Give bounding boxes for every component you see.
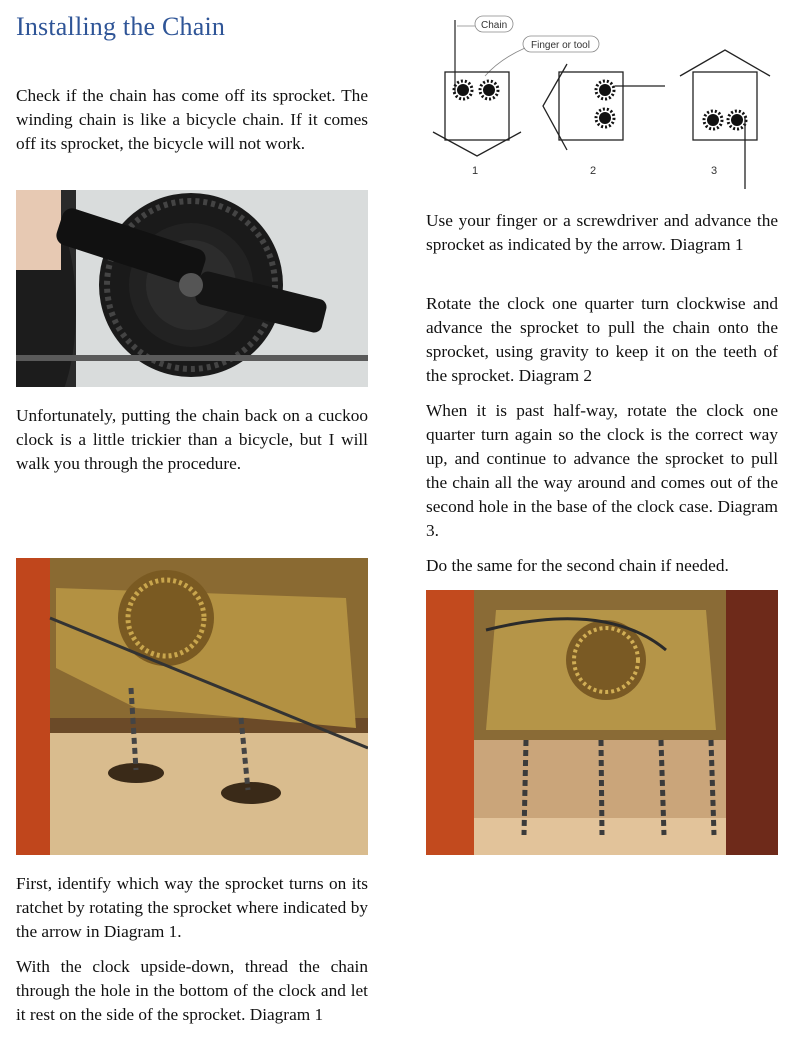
chain-callout-label: Chain	[481, 20, 508, 31]
diagram-1-label: 1	[472, 165, 479, 177]
intro-paragraph: Check if the chain has come off its sprocket. The winding chain is like a bicycle chain. If it comes off its sprocket, the bicycle will not work.	[16, 86, 368, 153]
sprocket-diagram	[425, 14, 780, 192]
sprocket-icon	[480, 81, 498, 99]
rotate-quarter-paragraph: Rotate the clock one quarter turn clockwise and advance the sprocket to pull the chain onto the sprocket, using gravity to keep it on the teeth of the sprocket. Diagram 2	[426, 294, 778, 385]
advance-sprocket-paragraph: Use your finger or a screwdriver and advance the sprocket as indicated by the arrow. Diagram 1	[426, 211, 778, 254]
past-halfway-paragraph: When it is past half-way, rotate the clock one quarter turn again so the clock is the correct way up, and continue to advance the sprocket to pull the chain all the way around and comes out of the second hole in the base of the clock case. Diagram 3.	[426, 401, 778, 540]
finger-callout-label: Finger or tool	[531, 40, 590, 51]
sprocket-icon	[454, 81, 472, 99]
diagram-2-label: 2	[590, 165, 597, 177]
sprocket-icon	[596, 109, 614, 127]
sprocket-icon	[704, 111, 722, 129]
diagram-2	[543, 64, 665, 177]
diagram-3-label: 3	[711, 165, 718, 177]
bicycle-crank-photo	[16, 190, 368, 387]
second-chain-paragraph: Do the same for the second chain if needed.	[426, 556, 729, 575]
diagram-1	[433, 72, 521, 177]
page-title: Installing the Chain	[16, 12, 226, 41]
clock-movement-photo-2	[426, 590, 778, 855]
sprocket-icon	[596, 81, 614, 99]
procedure-intro-paragraph: Unfortunately, putting the chain back on a cuckoo clock is a little trickier than a bicycle, but I will walk you through the procedure.	[16, 406, 368, 473]
sprocket-icon	[728, 111, 746, 129]
thread-chain-paragraph: With the clock upside-down, thread the chain through the hole in the bottom of the clock and let it rest on the side of the sprocket. Diagram 1	[16, 957, 368, 1024]
diagram-3	[680, 50, 770, 189]
identify-direction-paragraph: First, identify which way the sprocket turns on its ratchet by rotating the sprocket where indicated by the arrow in Diagram 1.	[16, 874, 368, 941]
clock-movement-photo-1	[16, 558, 368, 855]
